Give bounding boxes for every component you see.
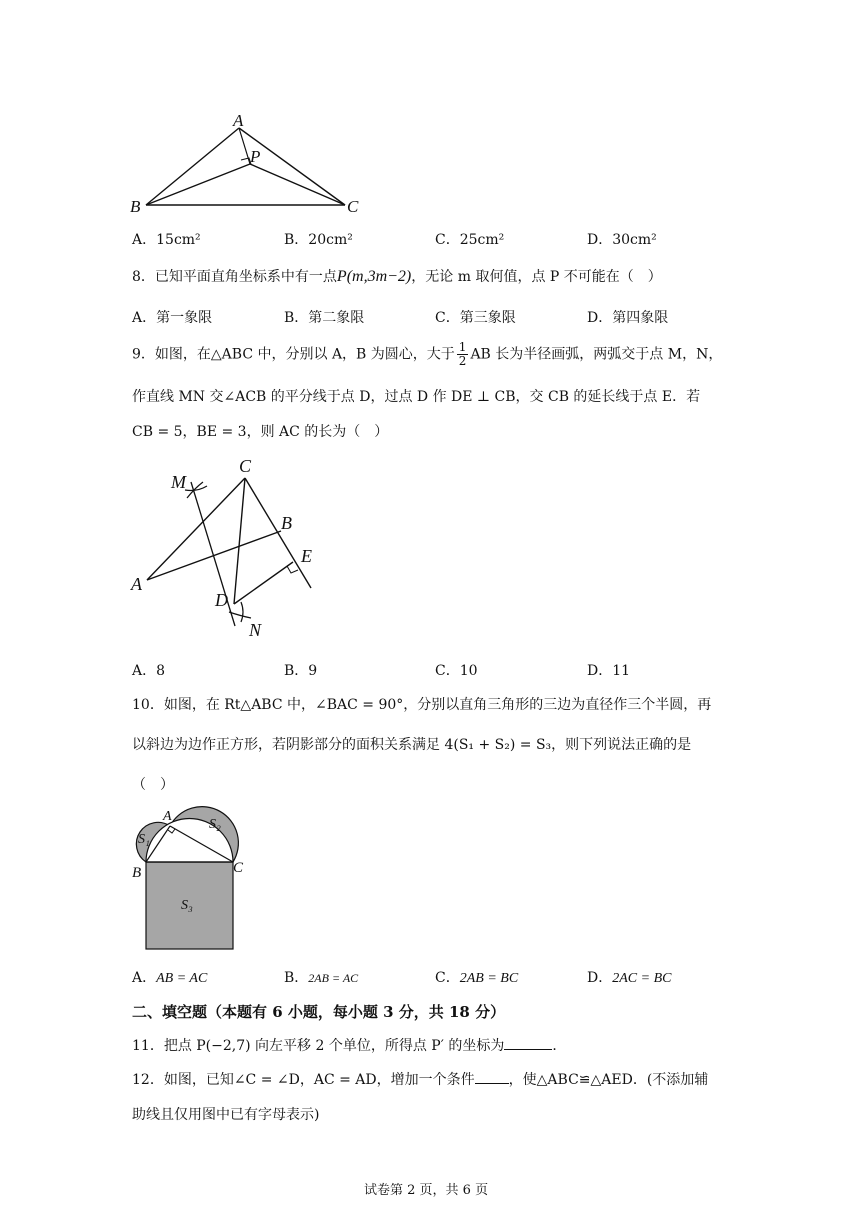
q7-label-p: P [250, 147, 261, 166]
q8-option-b: B．第二象限 [284, 310, 365, 326]
q8-option-c: C．第三象限 [435, 310, 516, 326]
q9-label-e: E [301, 546, 312, 566]
q10-option-d: D．2AC = BC [587, 970, 672, 986]
q11-stem: 11．把点 P(−2,7) 向左平移 2 个单位，所得点 P′ 的坐标为 ． [132, 1035, 566, 1055]
q10-line-3: （ ） [132, 777, 174, 793]
q9-label-n: N [249, 620, 262, 640]
q10-line-1: 10．如图，在 Rt△ABC 中，∠BAC = 90°，分别以直角三角形的三边为直径作三个半圆，再 [132, 697, 712, 713]
q10-semicircles-figure [125, 800, 260, 955]
q9-label-a: A [131, 574, 142, 594]
q8-option-a: A．第一象限 [132, 310, 213, 326]
q10-label-c: C [233, 860, 244, 876]
q10-option-a: A．AB = AC [132, 970, 208, 986]
q7-option-c: C．25cm² [435, 232, 505, 248]
q7-label-c: C [347, 197, 359, 216]
q9-option-a: A．8 [132, 663, 166, 679]
page-footer: 试卷第 2 页，共 6 页 [364, 1183, 489, 1198]
q9-label-c: C [239, 456, 252, 476]
q10-label-a: A [163, 809, 172, 824]
q9-label-d: D [215, 590, 228, 610]
q10-line-2: 以斜边为边作正方形，若阴影部分的面积关系满足 4(S₁ + S₂) = S₃，则下列说法正确的是 [132, 737, 692, 753]
q10-option-c: C．2AB = BC [435, 970, 519, 986]
q12-line-1: 12．如图，已知∠C = ∠D，AC = AD，增加一个条件 ，使△ABC≌△AED．(不添加辅 [132, 1069, 708, 1089]
q7-label-b: B [130, 197, 141, 216]
q9-option-c: C．10 [435, 663, 478, 679]
q9-option-b: B．9 [284, 663, 318, 679]
q10-label-s3: S₃ [181, 898, 193, 913]
q12-answer-blank[interactable] [475, 1069, 509, 1084]
q7-option-d: D．30cm² [587, 232, 657, 248]
q10-option-b: B．2AB = AC [284, 970, 359, 986]
q9-line-3: CB = 5，BE = 3，则 AC 的长为（ ） [132, 424, 389, 440]
q8-stem: 8．已知平面直角坐标系中有一点P(m,3m−2)，无论 m 取何值，点 P 不可能在（ ） [132, 268, 662, 285]
q8-option-d: D．第四象限 [587, 310, 669, 326]
q9-line-1: 9．如图，在△ABC 中，分别以 A，B 为圆心，大于 $\frac{1}{2}$ AB 长为半径画弧，两弧交于点 M，N， [132, 340, 723, 368]
q11-answer-blank[interactable] [504, 1035, 552, 1050]
q7-option-b: B．20cm² [284, 232, 353, 248]
q12-line-2: 助线且仅用图中已有字母表示) [132, 1107, 320, 1123]
section-heading-fill-in: 二、填空题（本题有 6 小题，每小题 3 分，共 18 分） [132, 1003, 506, 1021]
q9-label-b: B [281, 513, 292, 533]
q10-label-b: B [132, 865, 142, 881]
q9-option-d: D．11 [587, 663, 631, 679]
q9-line-2: 作直线 MN 交∠ACB 的平分线于点 D，过点 D 作 DE ⊥ CB，交 CB 的延长线于点 E．若 [132, 389, 701, 405]
q7-option-a: A．15cm² [132, 232, 201, 248]
q7-triangle-figure [125, 108, 375, 220]
q7-label-a: A [233, 111, 244, 130]
q10-label-s2: S₂ [209, 817, 221, 832]
q9-fraction: $\frac{1}{2}$ [458, 340, 467, 368]
q9-construction-figure [125, 452, 335, 642]
q10-label-s1: S₁ [138, 832, 150, 847]
q9-label-m: M [171, 472, 186, 492]
